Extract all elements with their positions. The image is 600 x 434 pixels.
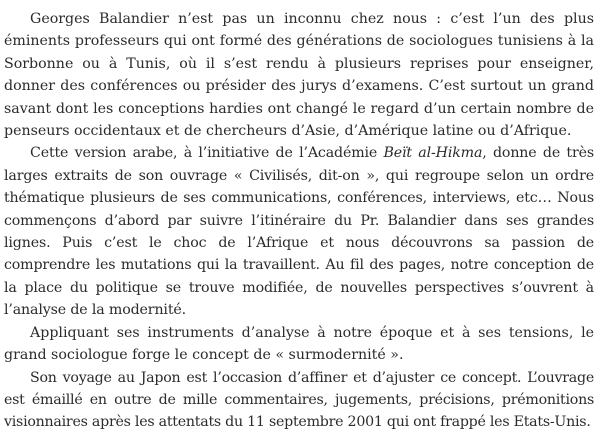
- document-page: [4, 8, 594, 434]
- paragraph-japan: Son voyage au Japon est l’occasion d’affiner et d’ajuster ce concept. L’ouvrage est émaillé en outre de mille commentaires, jugements, précisions, prémonitions visionnaires après les attentats du 11 septembre 2001 qui ont frappé les Etats-Unis.: [4, 369, 594, 431]
- paragraph-surmodernite: Appliquant ses instruments d’analyse à notre époque et à ses tensions, le grand sociologue forge le concept de « surmodernité ».: [4, 324, 594, 364]
- paragraph-arabic-version: [4, 142, 594, 321]
- academy-name: Beït al-Hikma: [383, 145, 483, 162]
- paragraph-arabic-version-start: Cette version arabe, à l’initiative de l’Académie: [30, 145, 384, 162]
- paragraph-arabic-version-rest: , donne de très larges extraits de son ouvrage « Civilisés, dit-on », qui regroupe selon un ordre thématique plusieurs de ses communications, conférences, interviews, etc… Nous commençons d’abord par suivre l’itinéraire du Pr. Balandier dans ses grandes lignes. Puis c’est le choc de l’Afrique et nous découvrons sa passion de comprendre les mutations qui la travaillent. Au fil des pages, notre conception de la place du politique se trouve modifiée, de nouvelles perspectives s’ouvrent à l’analyse de la modernité.: [4, 145, 594, 319]
- paragraph-intro: Georges Balandier n’est pas un inconnu chez nous : c’est l’un des plus éminents professeurs qui ont formé des générations de sociologues tunisiens à la Sorbonne ou à Tunis, où il s’est rendu à plusieurs reprises pour enseigner, donner des conférences ou présider des jurys d’examens. C’est surtout un grand savant dont les conceptions hardies ont changé le regard d’un certain nombre de penseurs occidentaux et de chercheurs d’Asie, d’Amérique latine ou d’Afrique.: [4, 11, 594, 140]
